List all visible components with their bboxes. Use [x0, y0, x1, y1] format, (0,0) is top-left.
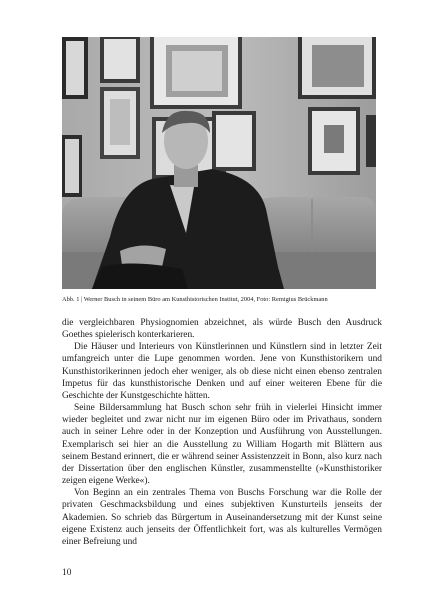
- framed-picture-large: [150, 37, 242, 109]
- page-number: 10: [62, 568, 72, 578]
- paragraph: die vergleichbaren Physiognomien abzeichnet, als würde Busch den Ausdruck Goethes spielerisch konterkarieren.: [62, 318, 382, 341]
- portrait-photo: [62, 37, 376, 289]
- framed-picture-right-top: [298, 37, 376, 99]
- body-text: [62, 317, 382, 548]
- framed-picture-left-bottom: [62, 135, 82, 197]
- paragraph: Die Häuser und Interieurs von Künstlerinnen und Künstlern sind in letzter Zeit umfangreich unter die Lupe genommen worden. Jene von Kunsthistorikern und Kunsthistorikerinnen jedoch eher weniger, als ob diese nicht einen ebenso zentralen Impetus für das kunsthistorische Denken und auf einer weiteren Ebene für die Geschichte der Kunstgeschichte hätten.: [62, 342, 382, 401]
- framed-picture-right-middle: [308, 107, 360, 175]
- framed-picture-2: [100, 37, 140, 83]
- framed-picture-3: [100, 87, 140, 159]
- framed-picture-left-top: [62, 37, 88, 99]
- paragraph: Seine Bildersammlung hat Busch schon sehr früh in vielerlei Hinsicht immer wieder begleitet und zwar nicht nur im eigenen Büro oder im Privathaus, sondern auch in seiner Lehre oder in der Konzeption und Ausführung von Ausstellungen. Exemplarisch sei hier an die Ausstellung zu William Hogarth mit Blättern aus seinem Bestand erinnert, die er während seiner Assistenzzeit in Bonn, also kurz nach der Dissertation über den englischen Künstler, zusammenstellte (»Kunsthistoriker zeigen eigene Werke«).: [62, 403, 382, 487]
- figure-caption: Abb. 1 | Werner Busch in seinem Büro am Kunsthistorischen Institut, 2004, Foto: Remigius Brückmann: [62, 296, 328, 303]
- framed-picture-center-right: [212, 111, 256, 171]
- photo-illustration: [62, 37, 376, 289]
- paragraph: Von Beginn an ein zentrales Thema von Buschs Forschung war die Rolle der privaten Geschmacksbildung und eines subjektiven Kunsturteils jenseits der Akademien. So schrieb das Bürgertum in Auseinandersetzung mit der Kunst seine eigene Existenz auch jenseits der Öffentlichkeit fort, was als kulturelles Vermögen einer Befreiung und: [62, 488, 382, 547]
- framed-picture-right-edge: [366, 115, 376, 167]
